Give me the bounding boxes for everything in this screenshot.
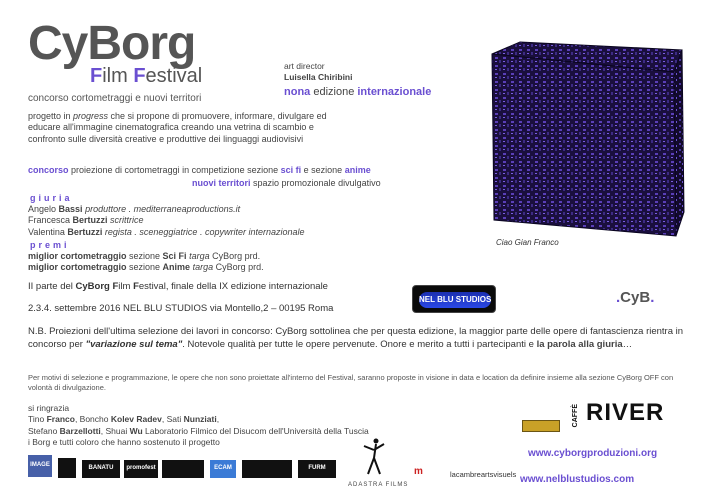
- nelblu-website-link[interactable]: www.nelblustudios.com: [520, 474, 635, 485]
- date-venue: 2.3.4. settembre 2016 NEL BLU STUDIOS via Montello,2 – 00195 Roma: [28, 303, 334, 314]
- nb-paragraph: N.B. Proiezioni dell'ultima selezione dei lavori in concorso: CyBorg sottolinea che per questa edizione, la maggior parte delle opere di fantascienza rientra in concorso per "variazione sul tema". Notevole qualità per tutte le opere pervenute. Onore e merito a tutti i partecipanti e la parola alla giuria…: [28, 326, 684, 350]
- caffe-label: CAFFÈ: [572, 404, 579, 428]
- giuria-member: Angelo Bassi produttore . mediterraneaproductions.it: [28, 204, 241, 214]
- adastra-label: ADASTRA FILMS: [348, 482, 409, 488]
- sponsor-logo: promofest: [124, 460, 158, 478]
- caffe-river-logo: RIVER: [586, 399, 665, 426]
- sponsor-logo: [242, 460, 292, 478]
- intro-paragraph: progetto in progress che si propone di promuovere, informare, divulgare ed educare all'immagine cinematografica creando una vetrina di scambio e confronto sulle diversità creative e produttive dei linguaggi audiovisivi: [28, 111, 327, 144]
- tagline: concorso cortometraggi e nuovi territori: [28, 93, 202, 104]
- giuria-list: [28, 204, 305, 238]
- cyb-mark: .CyB.: [616, 289, 655, 306]
- borg-cube-image: [486, 40, 686, 238]
- nuovi-territori-line: nuovi territori spazio promozionale divulgativo: [192, 178, 381, 188]
- sponsor-logo: ECAM: [210, 460, 236, 478]
- art-director: [284, 61, 352, 82]
- premio-item: miglior cortometraggio sezione Anime targa CyBorg prd.: [28, 262, 264, 273]
- premi-heading: premi: [30, 240, 70, 250]
- selection-note: Per motivi di selezione e programmazione, le opere che non sono proiettate all'interno del Festival, saranno proposte in visione in data e location da definire insieme alla sezione CyBorg OFF con volontà di divulgazione.: [28, 373, 674, 393]
- logo-cyborg: CyBorg: [28, 17, 196, 70]
- gold-sponsor-logo: [522, 420, 560, 432]
- sponsor-logo: BANATU: [82, 460, 120, 478]
- thanks-line: Stefano Barzellotti, Shuai Wu Laboratorio Filmico del Disucom dell'Università della Tuscia: [28, 425, 369, 436]
- premio-item: miglior cortometraggio sezione Sci Fi targa CyBorg prd.: [28, 251, 261, 261]
- sponsor-logo: FURM: [298, 460, 336, 478]
- premi-list: [28, 251, 264, 274]
- concorso-line: concorso proiezione di cortometraggi in competizione sezione sci fi e sezione anime: [28, 165, 371, 175]
- cyborg-website-link[interactable]: www.cyborgproduzioni.org: [528, 448, 658, 459]
- art-director-label: art director: [284, 61, 325, 71]
- thanks-intro: si ringrazia: [28, 403, 70, 413]
- sponsor-logo: IMAGE: [28, 455, 52, 477]
- sponsor-logo: [162, 460, 204, 478]
- sponsor-logo: [58, 458, 76, 478]
- cube-caption: Ciao Gian Franco: [496, 238, 559, 247]
- nelblu-studios-logo: NEL BLU STUDIOS: [412, 285, 496, 313]
- thanks-section: [28, 403, 508, 449]
- festival-logo: [28, 17, 203, 87]
- edition-line: nona edizione internazionale: [284, 86, 432, 98]
- adastra-logo-icon: [356, 436, 392, 480]
- art-director-name: Luisella Chiribini: [284, 71, 353, 82]
- lacambre-logo: lacambreartsvisuels: [450, 470, 517, 479]
- thanks-line: Tino Franco, Boncho Kolev Radev, Sati Nunziati,: [28, 414, 220, 425]
- finale-line: II parte del CyBorg Film Festival, finale della IX edizione internazionale: [28, 281, 328, 292]
- giuria-member: Valentina Bertuzzi regista . sceneggiatrice . copywriter internazionale: [28, 226, 305, 237]
- thanks-line: i Borg e tutti coloro che hanno sostenuto il progetto: [28, 437, 220, 448]
- giuria-member: Francesca Bertuzzi scrittrice: [28, 215, 144, 226]
- logo-film-festival: Film Festival: [90, 65, 203, 87]
- giuria-heading: giuria: [30, 193, 73, 203]
- m-logo: m: [414, 466, 423, 477]
